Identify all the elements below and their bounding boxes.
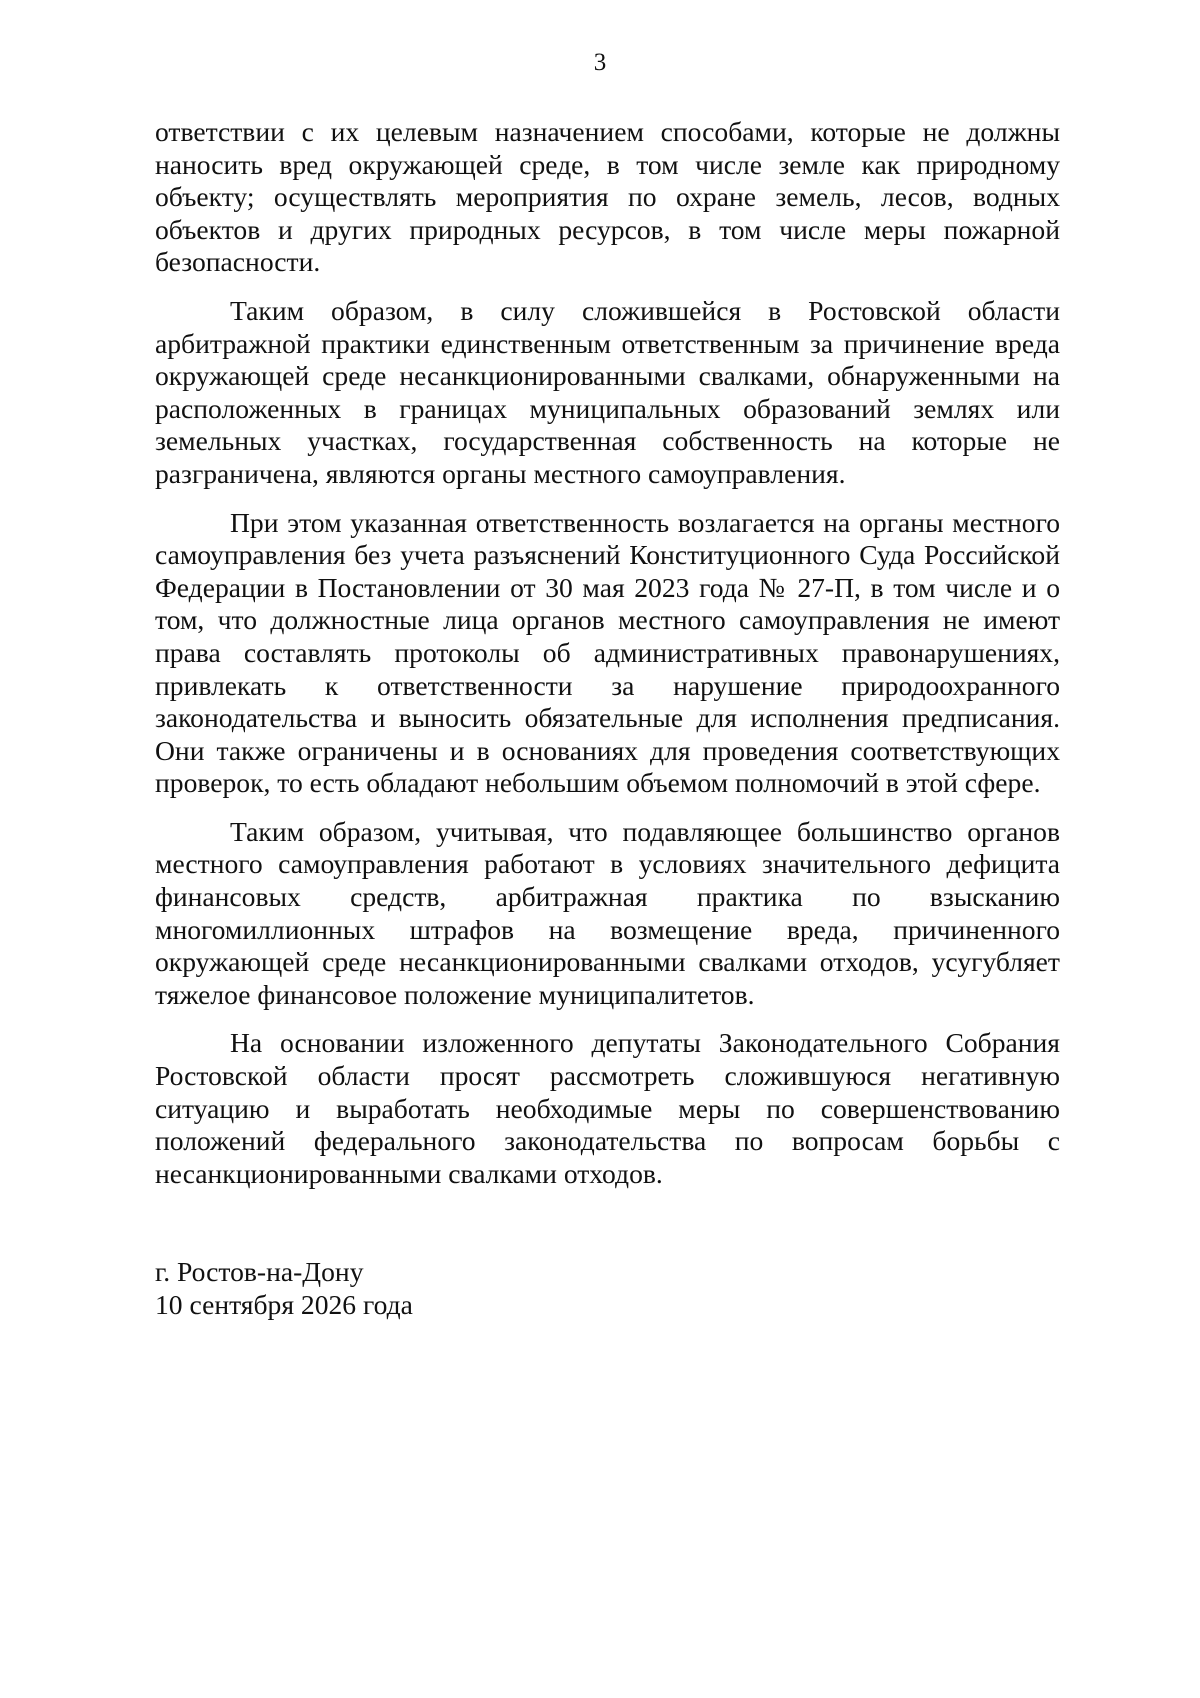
document-body [155,116,1060,1206]
paragraph-constitutional-court: При этом указанная ответственность возлагается на органы местного самоуправления без учета разъяснений Конституционного Суда Российской Федерации в Постановлении от 30 мая 2023 года № 27-П, в том числе и о том, что должностные лица органов местного самоуправления не имеют права составлять протоколы об административных правонарушениях, привлекать к ответственности за нарушение природоохранного законодательства и выносить обязательные для исполнения предписания. Они также ограничены и в основаниях для проведения соответствующих проверок, то есть обладают небольшим объемом полномочий в этой сфере. [155,506,1060,799]
paragraph-request: На основании изложенного депутаты Законодательного Собрания Ростовской области просят рассмотреть сложившуюся негативную ситуацию и выработать необходимые меры по совершенствованию положений федерального законодательства по вопросам борьбы с несанкционированными свалками отходов. [155,1027,1060,1189]
paragraph-continuation: ответствии с их целевым назначением способами, которые не должны наносить вред окружающей среде, в том числе земле как природному объекту; осуществлять мероприятия по охране земель, лесов, водных объектов и других природных ресурсов, в том числе меры пожарной безопасности. [155,116,1060,278]
place: г. Ростов-на-Дону [155,1256,364,1287]
date: 10 сентября 2026 года [155,1289,413,1320]
paragraph-arbitration-practice: Таким образом, в силу сложившейся в Ростовской области арбитражной практики единственным ответственным за причинение вреда окружающей среде несанкционированными свалками, обнаруженными на расположенных в границах муниципальных образований землях или земельных участках, государственная собственность на которые не разграничена, являются органы местного самоуправления. [155,294,1060,489]
page-number: 3 [593,49,607,76]
place-and-date [155,1255,413,1321]
paragraph-financial-deficit: Таким образом, учитывая, что подавляющее большинство органов местного самоуправления работают в условиях значительного дефицита финансовых средств, арбитражная практика по взысканию многомиллионных штрафов на возмещение вреда, причиненного окружающей среде несанкционированными свалками отходов, усугубляет тяжелое финансовое положение муниципалитетов. [155,815,1060,1010]
